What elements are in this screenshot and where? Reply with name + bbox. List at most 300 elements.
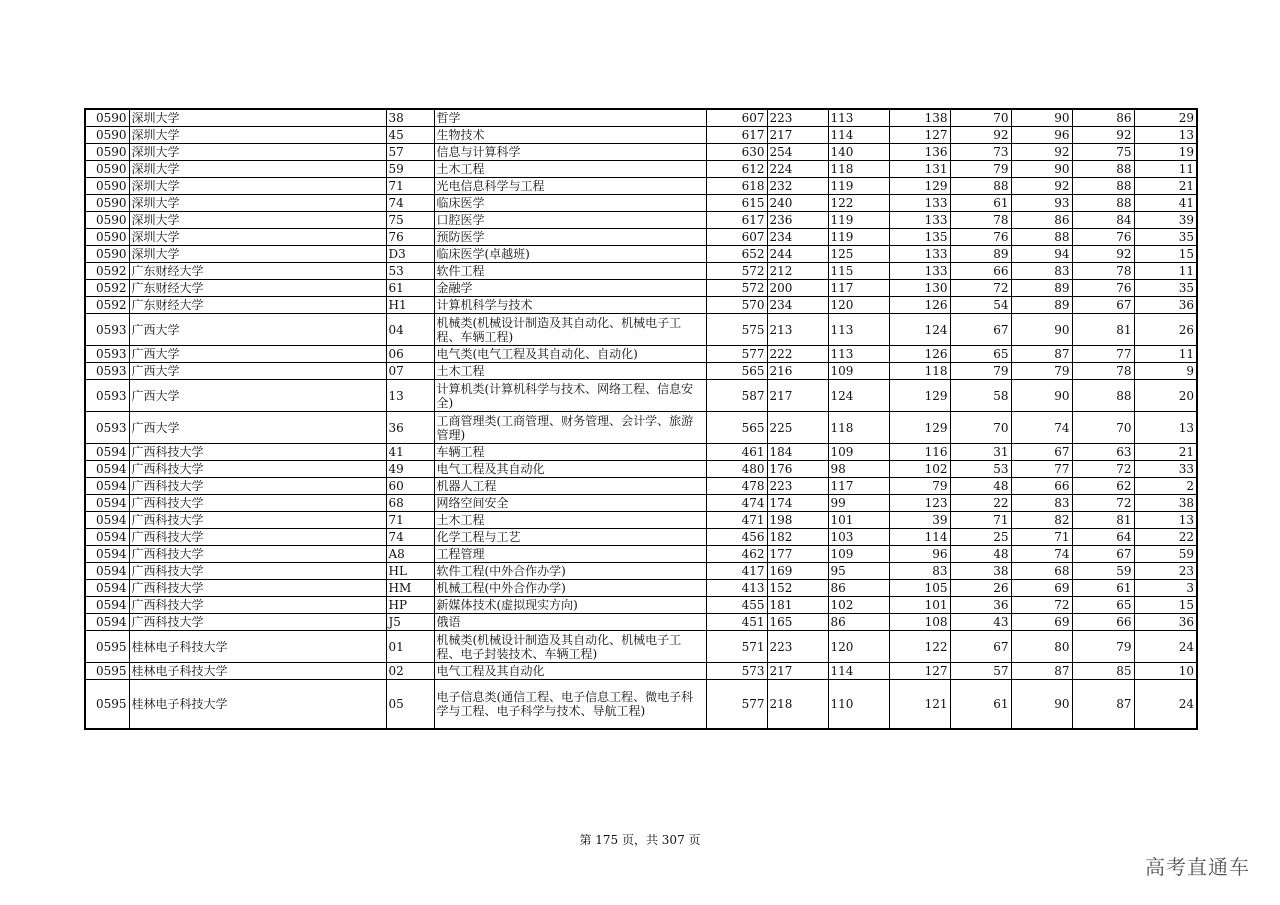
max-score-cell: 630: [706, 144, 767, 161]
school-code-cell: 0593: [85, 314, 129, 346]
subject3-score-cell: 24: [1134, 631, 1197, 663]
chinese-score-cell: 119: [828, 212, 889, 229]
subject1-score-cell: 90: [1011, 680, 1072, 730]
table-row: [85, 597, 1197, 614]
chinese-score-cell: 113: [828, 109, 889, 127]
max-score-cell: 572: [706, 263, 767, 280]
major-code-cell: 71: [386, 512, 434, 529]
school-name-cell: 广东财经大学: [129, 280, 386, 297]
table-row: [85, 212, 1197, 229]
max-score-cell: 572: [706, 280, 767, 297]
english-score-cell: 73: [950, 144, 1011, 161]
school-code-cell: 0593: [85, 380, 129, 412]
math-score-cell: 127: [889, 663, 950, 680]
subject1-score-cell: 87: [1011, 346, 1072, 363]
subject2-score-cell: 64: [1072, 529, 1134, 546]
math-score-cell: 133: [889, 263, 950, 280]
school-name-cell: 广西科技大学: [129, 444, 386, 461]
subject2-score-cell: 81: [1072, 512, 1134, 529]
major-name-cell: 机械工程(中外合作办学): [434, 580, 706, 597]
table-row: [85, 680, 1197, 730]
max-score-cell: 571: [706, 631, 767, 663]
subject1-score-cell: 86: [1011, 212, 1072, 229]
school-name-cell: 深圳大学: [129, 229, 386, 246]
subject3-score-cell: 21: [1134, 444, 1197, 461]
table-row: [85, 144, 1197, 161]
subject3-score-cell: 23: [1134, 563, 1197, 580]
english-score-cell: 76: [950, 229, 1011, 246]
subject1-score-cell: 71: [1011, 529, 1072, 546]
english-score-cell: 61: [950, 195, 1011, 212]
max-score-cell: 577: [706, 346, 767, 363]
max-score-cell: 478: [706, 478, 767, 495]
table-row: [85, 663, 1197, 680]
school-name-cell: 广东财经大学: [129, 297, 386, 314]
school-code-cell: 0590: [85, 178, 129, 195]
max-score-cell: 615: [706, 195, 767, 212]
subject1-score-cell: 83: [1011, 263, 1072, 280]
major-code-cell: 07: [386, 363, 434, 380]
table-row: [85, 263, 1197, 280]
subject1-score-cell: 67: [1011, 444, 1072, 461]
max-score-cell: 575: [706, 314, 767, 346]
subject2-score-cell: 67: [1072, 297, 1134, 314]
school-name-cell: 广西大学: [129, 380, 386, 412]
subject1-score-cell: 89: [1011, 297, 1072, 314]
min-score-cell: 184: [767, 444, 828, 461]
school-code-cell: 0595: [85, 680, 129, 730]
english-score-cell: 38: [950, 563, 1011, 580]
school-code-cell: 0592: [85, 297, 129, 314]
school-code-cell: 0590: [85, 195, 129, 212]
subject3-score-cell: 33: [1134, 461, 1197, 478]
subject2-score-cell: 72: [1072, 495, 1134, 512]
max-score-cell: 417: [706, 563, 767, 580]
major-code-cell: 74: [386, 195, 434, 212]
chinese-score-cell: 119: [828, 178, 889, 195]
major-name-cell: 临床医学: [434, 195, 706, 212]
school-code-cell: 0594: [85, 529, 129, 546]
min-score-cell: 176: [767, 461, 828, 478]
school-code-cell: 0590: [85, 109, 129, 127]
subject3-score-cell: 35: [1134, 280, 1197, 297]
school-name-cell: 广西大学: [129, 363, 386, 380]
major-code-cell: 53: [386, 263, 434, 280]
major-code-cell: 36: [386, 412, 434, 444]
school-code-cell: 0592: [85, 263, 129, 280]
subject2-score-cell: 65: [1072, 597, 1134, 614]
major-name-cell: 电气类(电气工程及其自动化、自动化): [434, 346, 706, 363]
subject3-score-cell: 29: [1134, 109, 1197, 127]
subject2-score-cell: 77: [1072, 346, 1134, 363]
table-row: [85, 109, 1197, 127]
major-code-cell: 76: [386, 229, 434, 246]
major-code-cell: 60: [386, 478, 434, 495]
table-row: [85, 444, 1197, 461]
english-score-cell: 88: [950, 178, 1011, 195]
school-name-cell: 深圳大学: [129, 144, 386, 161]
subject2-score-cell: 81: [1072, 314, 1134, 346]
major-name-cell: 信息与计算科学: [434, 144, 706, 161]
subject1-score-cell: 82: [1011, 512, 1072, 529]
chinese-score-cell: 86: [828, 580, 889, 597]
table-row: [85, 314, 1197, 346]
subject2-score-cell: 87: [1072, 680, 1134, 730]
school-name-cell: 广西科技大学: [129, 614, 386, 631]
min-score-cell: 213: [767, 314, 828, 346]
subject3-score-cell: 21: [1134, 178, 1197, 195]
subject2-score-cell: 61: [1072, 580, 1134, 597]
chinese-score-cell: 118: [828, 161, 889, 178]
major-code-cell: 02: [386, 663, 434, 680]
math-score-cell: 127: [889, 127, 950, 144]
major-name-cell: 俄语: [434, 614, 706, 631]
major-name-cell: 口腔医学: [434, 212, 706, 229]
table-row: [85, 614, 1197, 631]
school-code-cell: 0594: [85, 478, 129, 495]
math-score-cell: 135: [889, 229, 950, 246]
min-score-cell: 152: [767, 580, 828, 597]
table-row: [85, 297, 1197, 314]
school-name-cell: 广西科技大学: [129, 563, 386, 580]
english-score-cell: 26: [950, 580, 1011, 597]
table-row: [85, 246, 1197, 263]
subject3-score-cell: 36: [1134, 297, 1197, 314]
chinese-score-cell: 99: [828, 495, 889, 512]
chinese-score-cell: 124: [828, 380, 889, 412]
table-row: [85, 280, 1197, 297]
min-score-cell: 224: [767, 161, 828, 178]
subject3-score-cell: 26: [1134, 314, 1197, 346]
subject2-score-cell: 78: [1072, 363, 1134, 380]
major-name-cell: 计算机科学与技术: [434, 297, 706, 314]
english-score-cell: 57: [950, 663, 1011, 680]
subject1-score-cell: 92: [1011, 144, 1072, 161]
major-code-cell: 05: [386, 680, 434, 730]
min-score-cell: 181: [767, 597, 828, 614]
table-row: [85, 529, 1197, 546]
school-code-cell: 0595: [85, 663, 129, 680]
major-code-cell: 41: [386, 444, 434, 461]
school-name-cell: 桂林电子科技大学: [129, 680, 386, 730]
subject3-score-cell: 11: [1134, 263, 1197, 280]
english-score-cell: 31: [950, 444, 1011, 461]
chinese-score-cell: 117: [828, 280, 889, 297]
subject2-score-cell: 63: [1072, 444, 1134, 461]
subject1-score-cell: 77: [1011, 461, 1072, 478]
subject1-score-cell: 69: [1011, 614, 1072, 631]
chinese-score-cell: 109: [828, 546, 889, 563]
english-score-cell: 66: [950, 263, 1011, 280]
min-score-cell: 198: [767, 512, 828, 529]
min-score-cell: 223: [767, 109, 828, 127]
table-row: [85, 346, 1197, 363]
major-name-cell: 土木工程: [434, 161, 706, 178]
subject3-score-cell: 19: [1134, 144, 1197, 161]
major-code-cell: HL: [386, 563, 434, 580]
subject3-score-cell: 15: [1134, 246, 1197, 263]
english-score-cell: 43: [950, 614, 1011, 631]
chinese-score-cell: 122: [828, 195, 889, 212]
school-name-cell: 深圳大学: [129, 195, 386, 212]
min-score-cell: 232: [767, 178, 828, 195]
school-code-cell: 0594: [85, 546, 129, 563]
major-code-cell: D3: [386, 246, 434, 263]
english-score-cell: 54: [950, 297, 1011, 314]
max-score-cell: 462: [706, 546, 767, 563]
math-score-cell: 129: [889, 412, 950, 444]
school-code-cell: 0593: [85, 363, 129, 380]
math-score-cell: 102: [889, 461, 950, 478]
school-name-cell: 广西科技大学: [129, 512, 386, 529]
max-score-cell: 587: [706, 380, 767, 412]
major-name-cell: 工程管理: [434, 546, 706, 563]
math-score-cell: 101: [889, 597, 950, 614]
subject2-score-cell: 88: [1072, 195, 1134, 212]
english-score-cell: 67: [950, 314, 1011, 346]
subject1-score-cell: 90: [1011, 314, 1072, 346]
math-score-cell: 79: [889, 478, 950, 495]
min-score-cell: 217: [767, 380, 828, 412]
subject3-score-cell: 13: [1134, 412, 1197, 444]
math-score-cell: 133: [889, 212, 950, 229]
major-code-cell: HP: [386, 597, 434, 614]
school-code-cell: 0594: [85, 614, 129, 631]
english-score-cell: 78: [950, 212, 1011, 229]
math-score-cell: 108: [889, 614, 950, 631]
chinese-score-cell: 119: [828, 229, 889, 246]
chinese-score-cell: 113: [828, 346, 889, 363]
school-name-cell: 深圳大学: [129, 178, 386, 195]
table-row: [85, 580, 1197, 597]
english-score-cell: 89: [950, 246, 1011, 263]
major-code-cell: HM: [386, 580, 434, 597]
subject1-score-cell: 90: [1011, 380, 1072, 412]
subject3-score-cell: 59: [1134, 546, 1197, 563]
max-score-cell: 607: [706, 229, 767, 246]
chinese-score-cell: 109: [828, 444, 889, 461]
subject2-score-cell: 88: [1072, 380, 1134, 412]
school-code-cell: 0594: [85, 512, 129, 529]
major-name-cell: 化学工程与工艺: [434, 529, 706, 546]
min-score-cell: 234: [767, 229, 828, 246]
min-score-cell: 244: [767, 246, 828, 263]
subject3-score-cell: 11: [1134, 346, 1197, 363]
major-name-cell: 机械类(机械设计制造及其自动化、机械电子工程、电子封装技术、车辆工程): [434, 631, 706, 663]
subject2-score-cell: 84: [1072, 212, 1134, 229]
school-name-cell: 广西科技大学: [129, 478, 386, 495]
min-score-cell: 216: [767, 363, 828, 380]
major-code-cell: 59: [386, 161, 434, 178]
subject3-score-cell: 2: [1134, 478, 1197, 495]
subject1-score-cell: 74: [1011, 546, 1072, 563]
chinese-score-cell: 103: [828, 529, 889, 546]
math-score-cell: 126: [889, 346, 950, 363]
english-score-cell: 70: [950, 109, 1011, 127]
subject2-score-cell: 76: [1072, 280, 1134, 297]
chinese-score-cell: 86: [828, 614, 889, 631]
subject2-score-cell: 70: [1072, 412, 1134, 444]
subject2-score-cell: 72: [1072, 461, 1134, 478]
subject1-score-cell: 90: [1011, 109, 1072, 127]
min-score-cell: 254: [767, 144, 828, 161]
subject2-score-cell: 88: [1072, 178, 1134, 195]
english-score-cell: 61: [950, 680, 1011, 730]
school-name-cell: 广西科技大学: [129, 495, 386, 512]
max-score-cell: 652: [706, 246, 767, 263]
school-name-cell: 广西大学: [129, 346, 386, 363]
major-name-cell: 机器人工程: [434, 478, 706, 495]
major-code-cell: 68: [386, 495, 434, 512]
math-score-cell: 138: [889, 109, 950, 127]
subject1-score-cell: 92: [1011, 178, 1072, 195]
major-code-cell: 01: [386, 631, 434, 663]
major-name-cell: 软件工程(中外合作办学): [434, 563, 706, 580]
subject2-score-cell: 88: [1072, 161, 1134, 178]
subject2-score-cell: 75: [1072, 144, 1134, 161]
school-name-cell: 广西科技大学: [129, 546, 386, 563]
min-score-cell: 217: [767, 127, 828, 144]
min-score-cell: 223: [767, 478, 828, 495]
major-code-cell: 38: [386, 109, 434, 127]
subject2-score-cell: 67: [1072, 546, 1134, 563]
table-row: [85, 363, 1197, 380]
english-score-cell: 71: [950, 512, 1011, 529]
school-name-cell: 广西科技大学: [129, 597, 386, 614]
min-score-cell: 240: [767, 195, 828, 212]
school-code-cell: 0590: [85, 229, 129, 246]
chinese-score-cell: 113: [828, 314, 889, 346]
max-score-cell: 455: [706, 597, 767, 614]
major-code-cell: J5: [386, 614, 434, 631]
table-row: [85, 631, 1197, 663]
min-score-cell: 218: [767, 680, 828, 730]
subject3-score-cell: 10: [1134, 663, 1197, 680]
subject2-score-cell: 79: [1072, 631, 1134, 663]
subject3-score-cell: 35: [1134, 229, 1197, 246]
subject2-score-cell: 85: [1072, 663, 1134, 680]
major-name-cell: 生物技术: [434, 127, 706, 144]
subject3-score-cell: 11: [1134, 161, 1197, 178]
max-score-cell: 413: [706, 580, 767, 597]
major-name-cell: 软件工程: [434, 263, 706, 280]
subject1-score-cell: 90: [1011, 161, 1072, 178]
subject1-score-cell: 93: [1011, 195, 1072, 212]
min-score-cell: 182: [767, 529, 828, 546]
math-score-cell: 114: [889, 529, 950, 546]
subject3-score-cell: 3: [1134, 580, 1197, 597]
school-code-cell: 0594: [85, 461, 129, 478]
school-name-cell: 广西大学: [129, 412, 386, 444]
min-score-cell: 222: [767, 346, 828, 363]
math-score-cell: 129: [889, 380, 950, 412]
subject3-score-cell: 38: [1134, 495, 1197, 512]
major-name-cell: 预防医学: [434, 229, 706, 246]
school-code-cell: 0590: [85, 127, 129, 144]
chinese-score-cell: 102: [828, 597, 889, 614]
table-row: [85, 178, 1197, 195]
table-row: [85, 195, 1197, 212]
page-number: 第 175 页，共 307 页: [579, 833, 701, 847]
subject1-score-cell: 69: [1011, 580, 1072, 597]
school-code-cell: 0590: [85, 246, 129, 263]
chinese-score-cell: 140: [828, 144, 889, 161]
major-code-cell: 57: [386, 144, 434, 161]
major-name-cell: 网络空间安全: [434, 495, 706, 512]
subject2-score-cell: 59: [1072, 563, 1134, 580]
chinese-score-cell: 125: [828, 246, 889, 263]
chinese-score-cell: 118: [828, 412, 889, 444]
school-name-cell: 广西大学: [129, 314, 386, 346]
major-name-cell: 机械类(机械设计制造及其自动化、机械电子工程、车辆工程): [434, 314, 706, 346]
max-score-cell: 480: [706, 461, 767, 478]
math-score-cell: 122: [889, 631, 950, 663]
major-code-cell: 04: [386, 314, 434, 346]
chinese-score-cell: 109: [828, 363, 889, 380]
english-score-cell: 36: [950, 597, 1011, 614]
math-score-cell: 131: [889, 161, 950, 178]
table-row: [85, 229, 1197, 246]
subject1-score-cell: 89: [1011, 280, 1072, 297]
max-score-cell: 461: [706, 444, 767, 461]
school-name-cell: 桂林电子科技大学: [129, 663, 386, 680]
subject3-score-cell: 9: [1134, 363, 1197, 380]
min-score-cell: 169: [767, 563, 828, 580]
table-row: [85, 563, 1197, 580]
major-code-cell: 49: [386, 461, 434, 478]
chinese-score-cell: 110: [828, 680, 889, 730]
table-row: [85, 478, 1197, 495]
school-name-cell: 广西科技大学: [129, 461, 386, 478]
school-code-cell: 0594: [85, 495, 129, 512]
major-name-cell: 工商管理类(工商管理、财务管理、会计学、旅游管理): [434, 412, 706, 444]
max-score-cell: 577: [706, 680, 767, 730]
major-code-cell: 13: [386, 380, 434, 412]
math-score-cell: 118: [889, 363, 950, 380]
min-score-cell: 223: [767, 631, 828, 663]
school-name-cell: 深圳大学: [129, 161, 386, 178]
max-score-cell: 573: [706, 663, 767, 680]
subject3-score-cell: 24: [1134, 680, 1197, 730]
math-score-cell: 123: [889, 495, 950, 512]
max-score-cell: 565: [706, 412, 767, 444]
school-code-cell: 0594: [85, 580, 129, 597]
subject2-score-cell: 62: [1072, 478, 1134, 495]
subject1-score-cell: 68: [1011, 563, 1072, 580]
table-row: [85, 127, 1197, 144]
subject1-score-cell: 72: [1011, 597, 1072, 614]
school-name-cell: 广东财经大学: [129, 263, 386, 280]
major-code-cell: 45: [386, 127, 434, 144]
watermark-logo: 高考直通车: [1145, 855, 1250, 879]
chinese-score-cell: 95: [828, 563, 889, 580]
math-score-cell: 121: [889, 680, 950, 730]
subject3-score-cell: 22: [1134, 529, 1197, 546]
major-name-cell: 哲学: [434, 109, 706, 127]
table-body: [85, 109, 1197, 729]
major-name-cell: 临床医学(卓越班): [434, 246, 706, 263]
min-score-cell: 165: [767, 614, 828, 631]
school-name-cell: 深圳大学: [129, 246, 386, 263]
major-name-cell: 车辆工程: [434, 444, 706, 461]
english-score-cell: 48: [950, 478, 1011, 495]
subject2-score-cell: 78: [1072, 263, 1134, 280]
major-code-cell: 75: [386, 212, 434, 229]
math-score-cell: 133: [889, 246, 950, 263]
subject3-score-cell: 13: [1134, 127, 1197, 144]
school-code-cell: 0593: [85, 346, 129, 363]
table-row: [85, 412, 1197, 444]
